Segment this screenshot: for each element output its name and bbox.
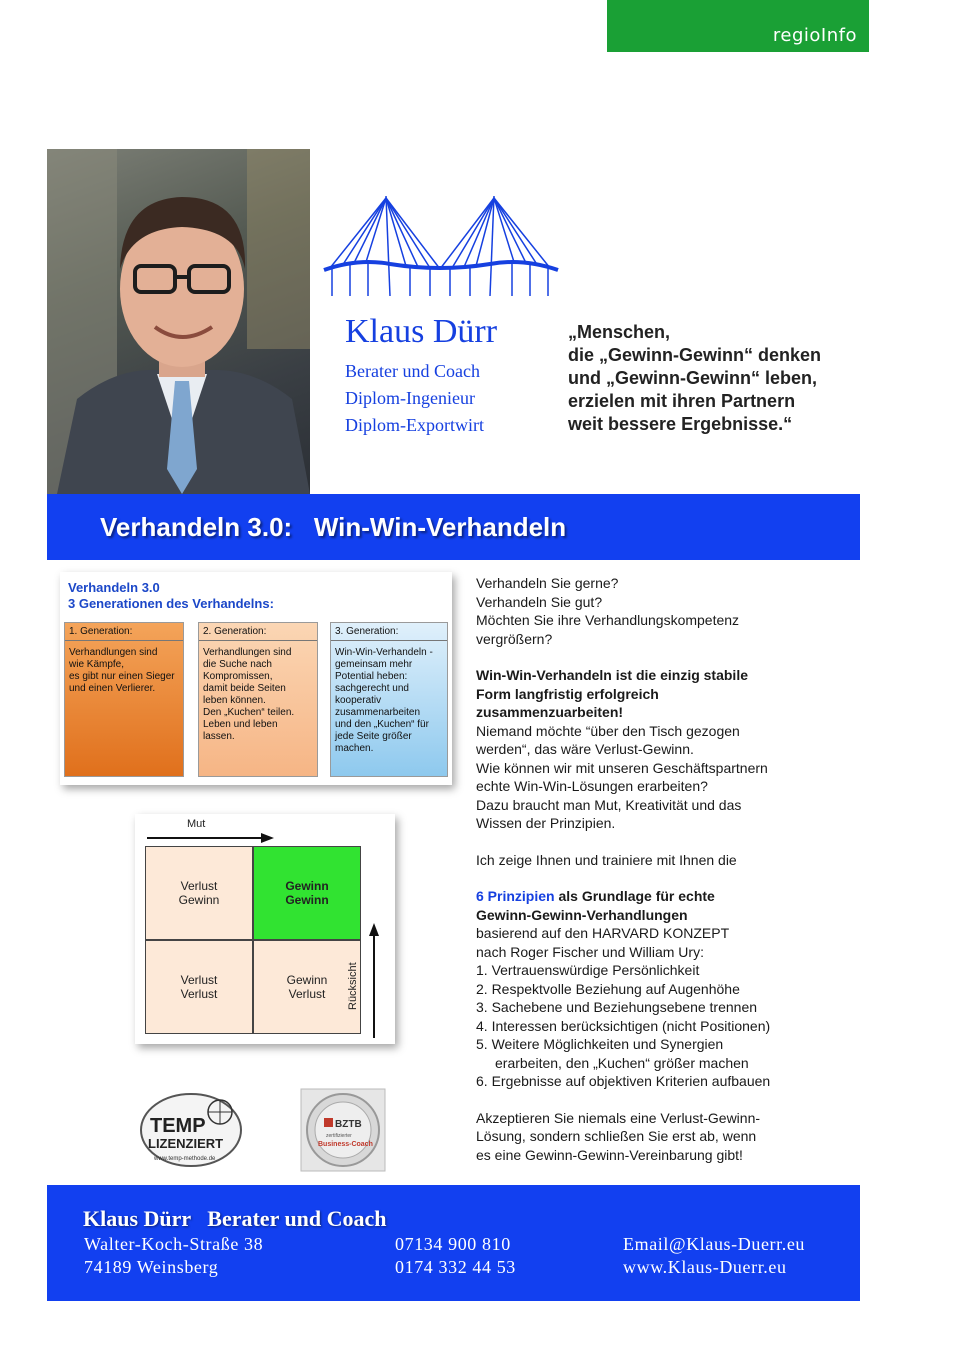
matrix-y-axis-label: Rücksicht [347, 962, 359, 1010]
footer-email-link[interactable]: Email@Klaus-Duerr.eu [623, 1234, 806, 1254]
profile-subtitle: Diplom-Exportwirt [345, 415, 484, 435]
principle-item: 3. Sachebene und Beziehungsebene trennen [476, 999, 758, 1015]
generation-line: Win-Win-Verhandeln - [335, 647, 433, 658]
generation-column-1 [64, 622, 184, 777]
quote-line: und „Gewinn-Gewinn“ leben, [568, 368, 818, 388]
generation-head: 1. Generation: [65, 623, 183, 641]
body-line: Wie können wir mit unseren Geschäftspartnern [476, 759, 768, 776]
body-line: basierend auf den HARVARD KONZEPT [476, 925, 730, 941]
generation-body [65, 641, 183, 701]
body-line: Ich zeige Ihnen und trainiere mit Ihnen die [476, 851, 737, 868]
quote-line: weit bessere Ergebnisse.“ [568, 414, 793, 434]
generation-line: lassen. [203, 731, 235, 742]
generation-line: und den „Kuchen“ für [335, 719, 429, 730]
generation-line: Verhandlungen sind [203, 647, 292, 658]
bztb-badge-text: BZTB [335, 1119, 362, 1130]
body-line: Verhandeln Sie gut? [476, 593, 603, 610]
body-line: nach Roger Fischer und William Ury: [476, 943, 704, 960]
generation-line: gemeinsam mehr [335, 659, 413, 670]
principle-item: 2. Respektvolle Beziehung auf Augenhöhe [476, 980, 740, 997]
matrix-cell-line: Verlust [180, 987, 218, 1001]
profile-quote [568, 321, 858, 436]
quote-line: erzielen mit ihren Partnern [568, 391, 796, 411]
generation-line: es gibt nur einen Sieger [69, 671, 175, 682]
temp-badge-text: www.temp-methode.de [154, 1156, 216, 1162]
body-line: Lösung, sondern schließen Sie erst ab, wenn [476, 1128, 757, 1144]
footer-website-link[interactable]: www.Klaus-Duerr.eu [623, 1257, 787, 1277]
footer-city: 74189 Weinsberg [84, 1257, 219, 1277]
win-win-matrix [135, 814, 395, 1044]
body-line: Verhandeln Sie gerne? [476, 575, 619, 591]
matrix-cell-line: Verlust [288, 987, 326, 1001]
matrix-cell [145, 940, 253, 1034]
bztb-badge-text: Business-Coach [318, 1141, 373, 1148]
generation-head: 2. Generation: [199, 623, 317, 641]
body-text [476, 574, 846, 1164]
generation-line: zusammenarbeiten [335, 707, 421, 718]
generation-line: Kompromissen, [203, 671, 273, 682]
body-line: Wissen der Prinzipien. [476, 815, 616, 831]
principles-highlight: 6 Prinzipien [476, 888, 555, 904]
portrait-photo [47, 149, 310, 494]
contact-footer [47, 1185, 860, 1301]
generation-head: 3. Generation: [331, 623, 447, 641]
matrix-cell-line: Verlust [180, 879, 218, 893]
profile-subtitle: Berater und Coach [345, 361, 480, 381]
principle-item: 4. Interessen berücksichtigen (nicht Positionen) [476, 1017, 771, 1034]
body-line: echte Win-Win-Lösungen erarbeiten? [476, 778, 708, 794]
generation-line: Den „Kuchen“ teilen. [203, 707, 295, 718]
generation-line: damit beide Seiten [203, 683, 286, 694]
footer-street: Walter-Koch-Straße 38 [84, 1234, 264, 1254]
matrix-cell [253, 940, 361, 1034]
principle-item: erarbeiten, den „Kuchen“ größer machen [495, 1054, 749, 1071]
quote-line: „Menschen, [568, 322, 671, 342]
generation-line: die Suche nach [203, 659, 272, 670]
temp-badge-text: LIZENZIERT [148, 1136, 224, 1151]
principle-item: 5. Weitere Möglichkeiten und Synergien [476, 1036, 724, 1052]
generation-line: Verhandlungen sind [69, 647, 158, 658]
body-line: Form langfristig erfolgreich [476, 685, 659, 702]
principles-rest: als Grundlage für echte [554, 888, 715, 904]
principle-item: 1. Vertrauenswürdige Persönlichkeit [476, 962, 700, 978]
footer-name: Klaus Dürr Berater und Coach [83, 1206, 387, 1231]
principle-item: 6. Ergebnisse auf objektiven Kriterien aufbauen [476, 1073, 771, 1089]
generation-body [331, 641, 447, 761]
footer-mobile: 0174 332 44 53 [395, 1257, 516, 1277]
body-line: werden“, das wäre Verlust-Gewinn. [476, 741, 694, 757]
generations-graphic [60, 572, 452, 785]
generation-line: sachgerecht und [335, 683, 409, 694]
quote-line: die „Gewinn-Gewinn“ denken [568, 345, 822, 365]
bztb-badge-text: zertifizierter [326, 1133, 352, 1139]
generations-title-line: 3 Generationen des Verhandelns: [68, 596, 274, 611]
regioinfo-tab [607, 0, 869, 52]
body-line: zusammenzuarbeiten! [476, 704, 624, 720]
body-line: Akzeptieren Sie niemals eine Verlust-Gewinn- [476, 1109, 761, 1126]
principles-line [476, 887, 846, 906]
generation-line: und einen Verlierer. [69, 683, 156, 694]
matrix-cell-line: Gewinn [285, 893, 329, 907]
matrix-cell-line: Verlust [180, 973, 218, 987]
matrix-cell-win-win [253, 846, 361, 940]
profile-name: Klaus Dürr [345, 313, 498, 350]
body-line: vergrößern? [476, 630, 553, 647]
generation-column-2 [198, 622, 318, 777]
body-line: Möchten Sie ihre Verhandlungskompetenz [476, 612, 740, 628]
body-line: Dazu braucht man Mut, Kreativität und das [476, 796, 742, 813]
body-line: Gewinn-Gewinn-Verhandlungen [476, 906, 688, 923]
profile-subtitle: Diplom-Ingenieur [345, 388, 475, 408]
bridge-logo [318, 190, 563, 300]
page-headline: Verhandeln 3.0: Win-Win-Verhandeln [100, 512, 567, 542]
regioinfo-label: regioInfo [772, 25, 857, 46]
generation-line: wie Kämpfe, [69, 659, 125, 670]
footer-phone: 07134 900 810 [395, 1234, 511, 1254]
generation-line: Leben und leben [203, 719, 278, 730]
generation-body [199, 641, 317, 749]
generation-line: leben können. [203, 695, 266, 706]
temp-license-badge [136, 1090, 246, 1170]
body-line: es eine Gewinn-Gewinn-Vereinbarung gibt! [476, 1146, 743, 1163]
generations-title-line: Verhandeln 3.0 [68, 580, 160, 595]
temp-badge-text: TEMP [150, 1115, 206, 1137]
matrix-cell-line: Gewinn [178, 893, 220, 907]
arrow-up-icon [367, 922, 381, 1038]
matrix-cell-line: Gewinn [286, 973, 328, 987]
generations-title [68, 580, 274, 612]
body-line: Niemand möchte “über den Tisch gezogen [476, 722, 740, 739]
matrix-cell-line: Gewinn [285, 879, 329, 893]
generation-line: Potential heben: [335, 671, 408, 682]
arrow-right-icon [147, 832, 275, 844]
bztb-coach-badge [300, 1088, 386, 1172]
body-line: Win-Win-Verhandeln ist die einzig stabile [476, 667, 749, 683]
generation-line: machen. [335, 743, 374, 754]
generation-line: jede Seite größer [335, 731, 412, 742]
matrix-cell [145, 846, 253, 940]
generation-line: kooperativ [335, 695, 382, 706]
generation-column-3 [330, 622, 448, 777]
matrix-x-axis-label: Mut [187, 818, 206, 830]
